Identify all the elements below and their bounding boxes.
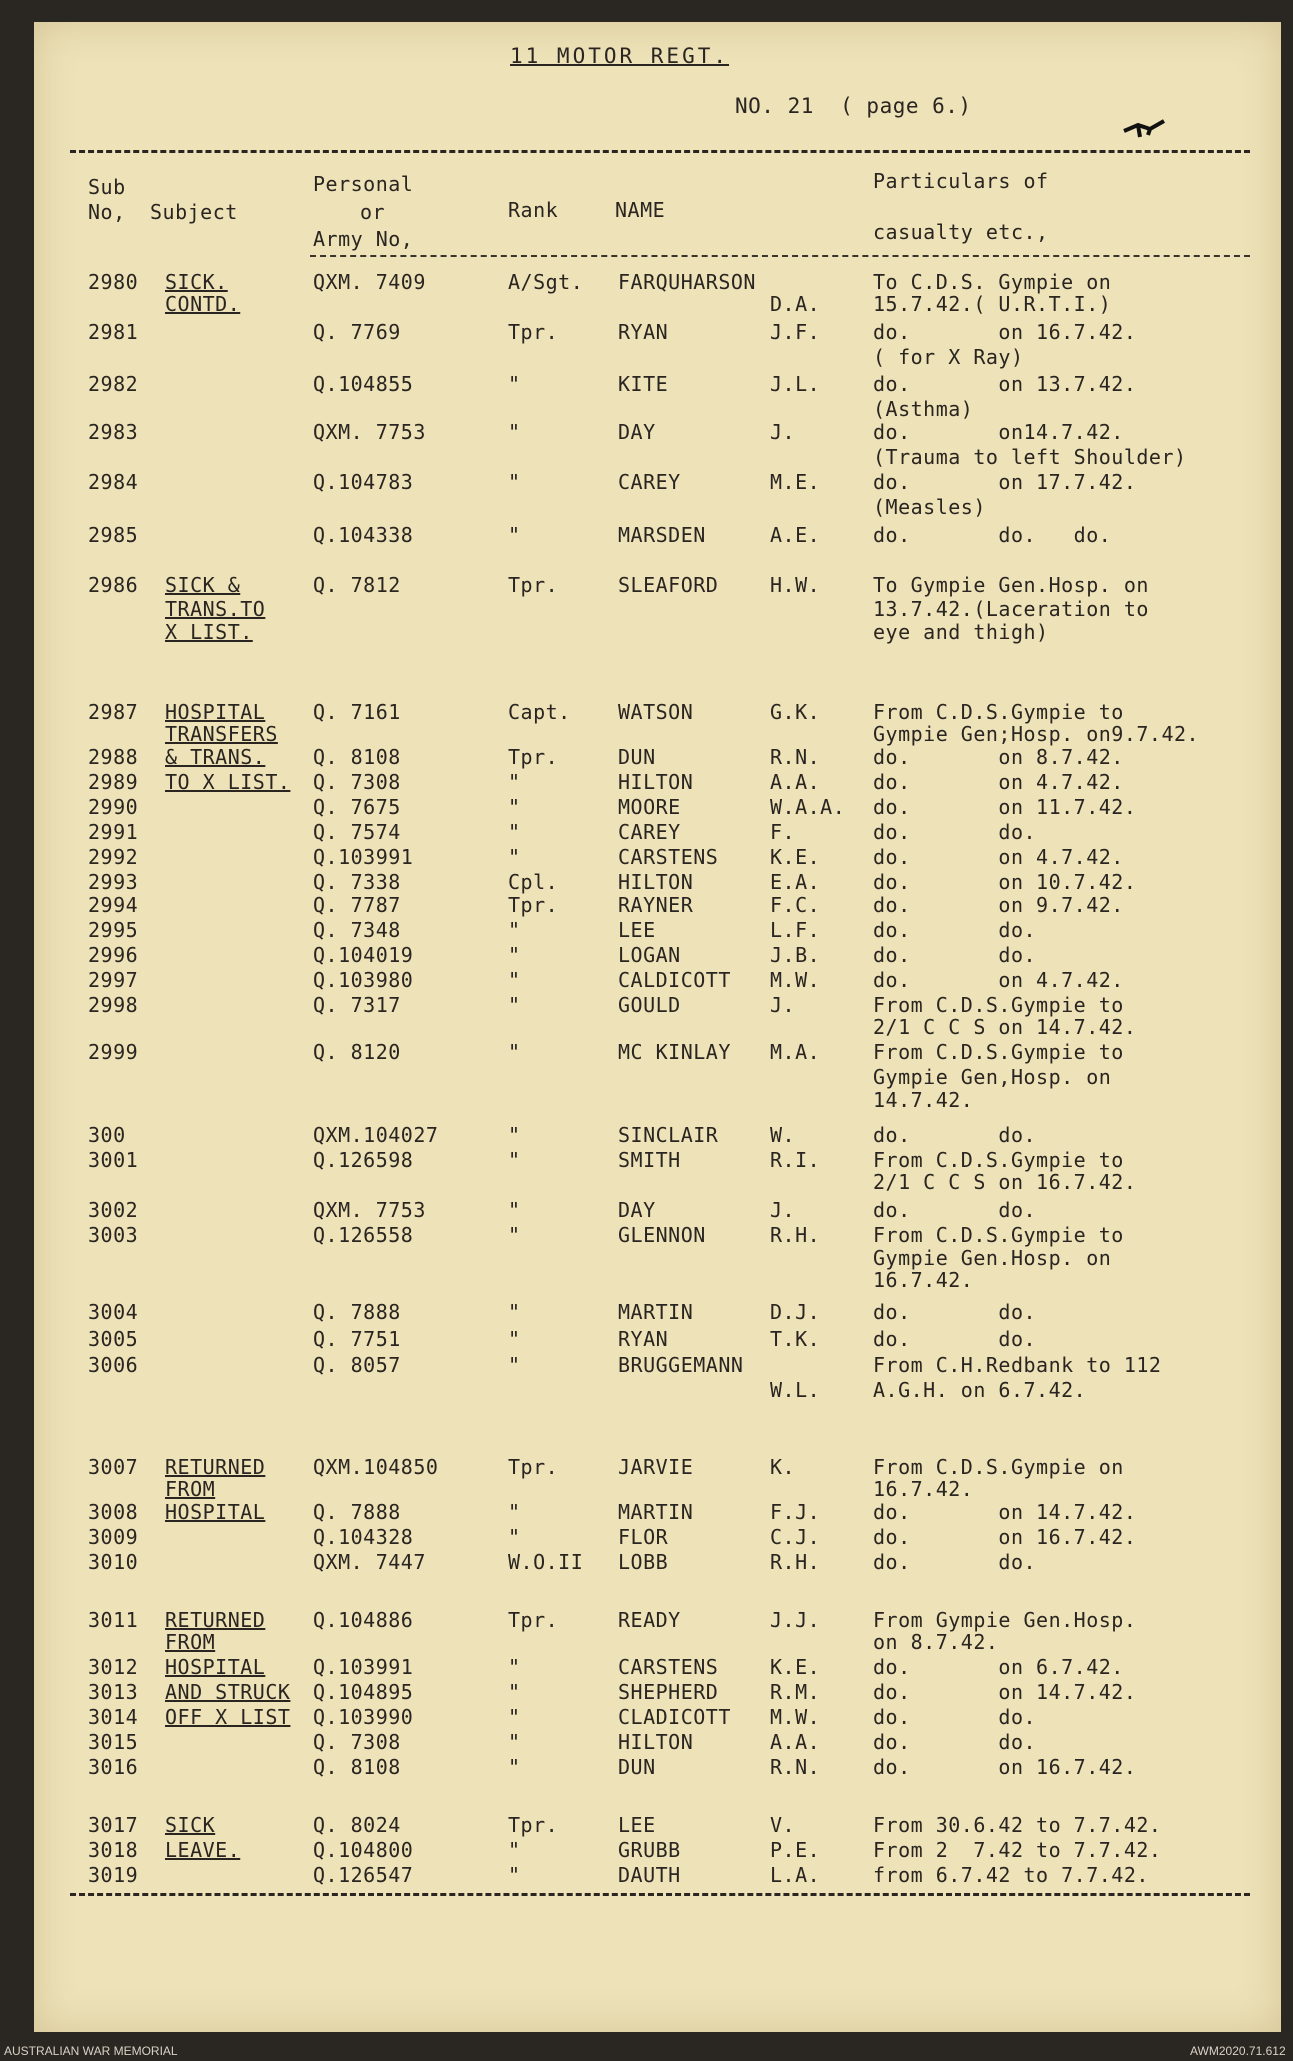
row-part: From Gympie Gen.Hosp.: [873, 1608, 1137, 1632]
ink-mark: [1120, 115, 1170, 141]
row-subject: FROM: [165, 1477, 216, 1501]
row-part: do. do.: [873, 1730, 1037, 1754]
row-no: 2987: [88, 700, 139, 724]
row-init: J.B.: [770, 943, 821, 967]
row-no: 2981: [88, 320, 139, 344]
row-rank: ": [508, 470, 521, 494]
row-surname: SMITH: [618, 1148, 681, 1172]
row-subject: CONTD.: [165, 292, 241, 316]
row-rank: ": [508, 820, 521, 844]
row-rank: ": [508, 1040, 521, 1064]
row-part: From C.D.S.Gympie on: [873, 1455, 1124, 1479]
row-surname: HILTON: [618, 770, 694, 794]
row-rank: W.O.II: [508, 1550, 584, 1574]
row-surname: CARSTENS: [618, 1655, 719, 1679]
row-no: 3006: [88, 1353, 139, 1377]
row-part: (Trauma to left Shoulder): [873, 445, 1187, 469]
row-surname: MARTIN: [618, 1500, 694, 1524]
row-num: Q. 7574: [313, 820, 401, 844]
row-surname: DUN: [618, 1755, 656, 1779]
row-no: 3009: [88, 1525, 139, 1549]
row-part: From C.D.S.Gympie to: [873, 1223, 1124, 1247]
row-init: A.A.: [770, 1730, 821, 1754]
row-part: do. on 16.7.42.: [873, 1755, 1137, 1779]
row-num: Q.104895: [313, 1680, 414, 1704]
row-part: do. do.: [873, 1327, 1037, 1351]
row-init: R.M.: [770, 1680, 821, 1704]
row-num: Q. 7308: [313, 770, 401, 794]
row-surname: MARTIN: [618, 1300, 694, 1324]
row-no: 2984: [88, 470, 139, 494]
row-part: do. do.: [873, 1300, 1037, 1324]
row-init: F.: [770, 820, 796, 844]
row-rank: ": [508, 1353, 521, 1377]
row-surname: LEE: [618, 918, 656, 942]
row-rank: ": [508, 1838, 521, 1862]
row-no: 2993: [88, 870, 139, 894]
row-surname: HILTON: [618, 1730, 694, 1754]
row-init: P.E.: [770, 1838, 821, 1862]
row-surname: CAREY: [618, 820, 681, 844]
row-init: M.W.: [770, 968, 821, 992]
row-part: From C.D.S.Gympie to: [873, 700, 1124, 724]
row-part: do. on 11.7.42.: [873, 795, 1137, 819]
row-part: Gympie Gen.Hosp. on: [873, 1246, 1112, 1270]
row-rank: ": [508, 372, 521, 396]
row-init: K.E.: [770, 845, 821, 869]
row-init: L.A.: [770, 1863, 821, 1887]
row-part: on 8.7.42.: [873, 1630, 999, 1654]
row-init: A.E.: [770, 523, 821, 547]
row-rank: Tpr.: [508, 320, 559, 344]
row-rank: ": [508, 993, 521, 1017]
row-surname: LOGAN: [618, 943, 681, 967]
row-no: 3015: [88, 1730, 139, 1754]
row-num: Q.126547: [313, 1863, 414, 1887]
row-init: W.A.A.: [770, 795, 846, 819]
row-part: (Measles): [873, 495, 986, 519]
col-no-heading: No,: [88, 200, 126, 224]
row-subject: LEAVE.: [165, 1838, 241, 1862]
row-part: 14.7.42.: [873, 1088, 974, 1112]
row-num: Q. 7769: [313, 320, 401, 344]
row-rank: ": [508, 1705, 521, 1729]
row-init: T.K.: [770, 1327, 821, 1351]
row-init: L.F.: [770, 918, 821, 942]
row-subject: FROM: [165, 1630, 216, 1654]
row-no: 3012: [88, 1655, 139, 1679]
row-part: do. on14.7.42.: [873, 420, 1124, 444]
row-part: do. on 14.7.42.: [873, 1500, 1137, 1524]
row-rank: ": [508, 845, 521, 869]
row-num: QXM.104027: [313, 1123, 439, 1147]
row-part: do. on 9.7.42.: [873, 893, 1124, 917]
row-no: 2980: [88, 270, 139, 294]
row-no: 3004: [88, 1300, 139, 1324]
row-no: 3008: [88, 1500, 139, 1524]
row-rank: ": [508, 1680, 521, 1704]
row-surname: DAUTH: [618, 1863, 681, 1887]
row-surname: JARVIE: [618, 1455, 694, 1479]
col-subject-heading: Subject: [150, 200, 238, 224]
row-num: Q.104886: [313, 1608, 414, 1632]
row-part: 13.7.42.(Laceration to: [873, 597, 1149, 621]
row-no: 3011: [88, 1608, 139, 1632]
row-surname: WATSON: [618, 700, 694, 724]
header-rule: [70, 150, 1250, 153]
row-init: J.F.: [770, 320, 821, 344]
col-rank-heading: Rank: [508, 198, 559, 222]
row-subject: TRANS.TO: [165, 597, 266, 621]
row-surname: GOULD: [618, 993, 681, 1017]
row-no: 3016: [88, 1755, 139, 1779]
row-part: do. on 10.7.42.: [873, 870, 1137, 894]
row-rank: ": [508, 1730, 521, 1754]
footer-accession: AWM2020.71.612: [1190, 2044, 1286, 2058]
row-num: Q.126598: [313, 1148, 414, 1172]
row-init: R.N.: [770, 745, 821, 769]
col-personal-heading: Personal: [313, 172, 414, 196]
row-no: 2986: [88, 573, 139, 597]
row-no: 2985: [88, 523, 139, 547]
row-part: do. on 4.7.42.: [873, 845, 1124, 869]
row-no: 2995: [88, 918, 139, 942]
row-subject: RETURNED: [165, 1608, 266, 1632]
row-part: eye and thigh): [873, 620, 1049, 644]
row-part: from 6.7.42 to 7.7.42.: [873, 1863, 1149, 1887]
col-casualty-heading: casualty etc.,: [873, 220, 1049, 244]
row-surname: DAY: [618, 420, 656, 444]
row-part: From C.D.S.Gympie to: [873, 1040, 1124, 1064]
row-rank: A/Sgt.: [508, 270, 584, 294]
col-armyno-heading: Army No,: [313, 227, 414, 251]
row-num: Q.103980: [313, 968, 414, 992]
row-num: Q. 7812: [313, 573, 401, 597]
row-subject: AND STRUCK: [165, 1680, 291, 1704]
row-no: 2996: [88, 943, 139, 967]
row-part: Gympie Gen;Hosp. on9.7.42.: [873, 722, 1200, 746]
row-part: To Gympie Gen.Hosp. on: [873, 573, 1149, 597]
row-part: 2/1 C C S on 16.7.42.: [873, 1170, 1137, 1194]
row-init: D.J.: [770, 1300, 821, 1324]
row-rank: ": [508, 770, 521, 794]
row-surname: MARSDEN: [618, 523, 706, 547]
row-init: M.E.: [770, 470, 821, 494]
row-init: J.: [770, 420, 796, 444]
row-num: QXM. 7447: [313, 1550, 426, 1574]
row-no: 3014: [88, 1705, 139, 1729]
row-subject: SICK &: [165, 573, 241, 597]
row-part: do. on 16.7.42.: [873, 320, 1137, 344]
row-num: QXM. 7409: [313, 270, 426, 294]
row-surname: GRUBB: [618, 1838, 681, 1862]
row-subject: TO X LIST.: [165, 770, 291, 794]
row-part: do. do. do.: [873, 523, 1112, 547]
row-init: H.W.: [770, 573, 821, 597]
row-init: J.L.: [770, 372, 821, 396]
row-num: Q. 8108: [313, 1755, 401, 1779]
row-num: Q.104855: [313, 372, 414, 396]
row-subject: & TRANS.: [165, 745, 266, 769]
row-surname: CALDICOTT: [618, 968, 731, 992]
row-subject: HOSPITAL: [165, 1655, 266, 1679]
row-num: Q. 8120: [313, 1040, 401, 1064]
row-num: Q.103991: [313, 1655, 414, 1679]
row-part: ( for X Ray): [873, 345, 1024, 369]
row-rank: ": [508, 1300, 521, 1324]
row-rank: Tpr.: [508, 745, 559, 769]
row-part: (Asthma): [873, 397, 974, 421]
row-rank: ": [508, 795, 521, 819]
row-surname: RYAN: [618, 320, 669, 344]
row-rank: Tpr.: [508, 1455, 559, 1479]
row-rank: ": [508, 1198, 521, 1222]
row-num: Q. 7161: [313, 700, 401, 724]
row-no: 3010: [88, 1550, 139, 1574]
row-surname: CARSTENS: [618, 845, 719, 869]
row-part: do. on 8.7.42.: [873, 745, 1124, 769]
row-surname: FLOR: [618, 1525, 669, 1549]
row-init: E.A.: [770, 870, 821, 894]
row-rank: ": [508, 1863, 521, 1887]
col-particulars-heading: Particulars of: [873, 169, 1049, 193]
row-surname: SHEPHERD: [618, 1680, 719, 1704]
row-part: From C.D.S.Gympie to: [873, 993, 1124, 1017]
row-init: M.A.: [770, 1040, 821, 1064]
row-part: From C.H.Redbank to 112: [873, 1353, 1162, 1377]
column-header-rule: [310, 255, 1250, 257]
row-rank: ": [508, 1755, 521, 1779]
row-subject: X LIST.: [165, 620, 253, 644]
row-part: 15.7.42.( U.R.T.I.): [873, 292, 1112, 316]
row-no: 2991: [88, 820, 139, 844]
row-part: A.G.H. on 6.7.42.: [873, 1378, 1087, 1402]
row-num: Q. 7751: [313, 1327, 401, 1351]
row-rank: Capt.: [508, 700, 571, 724]
row-num: QXM.104850: [313, 1455, 439, 1479]
row-init: M.W.: [770, 1705, 821, 1729]
row-num: Q. 8024: [313, 1813, 401, 1837]
row-rank: ": [508, 1525, 521, 1549]
row-num: Q.104019: [313, 943, 414, 967]
row-rank: ": [508, 1327, 521, 1351]
row-part: do. on 4.7.42.: [873, 770, 1124, 794]
row-part: do. do.: [873, 1705, 1037, 1729]
row-surname: DUN: [618, 745, 656, 769]
document-title: 11 MOTOR REGT.: [510, 44, 730, 68]
row-num: Q. 7888: [313, 1300, 401, 1324]
row-num: Q. 7308: [313, 1730, 401, 1754]
row-no: 3018: [88, 1838, 139, 1862]
row-surname: DAY: [618, 1198, 656, 1222]
row-num: Q.103991: [313, 845, 414, 869]
row-num: Q. 7675: [313, 795, 401, 819]
row-no: 3002: [88, 1198, 139, 1222]
row-surname: CLADICOTT: [618, 1705, 731, 1729]
row-rank: ": [508, 1148, 521, 1172]
row-subject: OFF X LIST: [165, 1705, 291, 1729]
row-surname: BRUGGEMANN: [618, 1353, 744, 1377]
row-rank: ": [508, 420, 521, 444]
row-init: J.: [770, 1198, 796, 1222]
row-rank: Tpr.: [508, 573, 559, 597]
row-subject: HOSPITAL: [165, 700, 266, 724]
row-subject: RETURNED: [165, 1455, 266, 1479]
row-init: R.I.: [770, 1148, 821, 1172]
row-surname: RAYNER: [618, 893, 694, 917]
row-part: From 30.6.42 to 7.7.42.: [873, 1813, 1162, 1837]
row-part: do. do.: [873, 820, 1037, 844]
row-init: J.: [770, 993, 796, 1017]
bottom-rule: [70, 1893, 1250, 1896]
row-init: F.J.: [770, 1500, 821, 1524]
row-rank: Tpr.: [508, 1813, 559, 1837]
row-part: do. on 4.7.42.: [873, 968, 1124, 992]
row-rank: Cpl.: [508, 870, 559, 894]
row-no: 3003: [88, 1223, 139, 1247]
row-num: Q. 8057: [313, 1353, 401, 1377]
col-sub-heading: Sub: [88, 175, 126, 199]
row-num: Q. 7348: [313, 918, 401, 942]
row-no: 2999: [88, 1040, 139, 1064]
row-part: From 2 7.42 to 7.7.42.: [873, 1838, 1162, 1862]
row-subject: HOSPITAL: [165, 1500, 266, 1524]
row-no: 2988: [88, 745, 139, 769]
row-surname: GLENNON: [618, 1223, 706, 1247]
row-surname: FARQUHARSON: [618, 270, 756, 294]
row-part: 16.7.42.: [873, 1477, 974, 1501]
row-surname: CAREY: [618, 470, 681, 494]
row-num: Q.104338: [313, 523, 414, 547]
row-part: do. on 6.7.42.: [873, 1655, 1124, 1679]
row-num: QXM. 7753: [313, 1198, 426, 1222]
row-no: 2994: [88, 893, 139, 917]
row-part: do. do.: [873, 918, 1037, 942]
row-surname: KITE: [618, 372, 669, 396]
row-rank: ": [508, 1223, 521, 1247]
row-rank: ": [508, 943, 521, 967]
row-rank: Tpr.: [508, 1608, 559, 1632]
row-init: A.A.: [770, 770, 821, 794]
row-init: W.L.: [770, 1378, 821, 1402]
row-rank: ": [508, 1123, 521, 1147]
row-no: 2998: [88, 993, 139, 1017]
row-rank: Tpr.: [508, 893, 559, 917]
row-init: W.: [770, 1123, 796, 1147]
row-num: Q.104783: [313, 470, 414, 494]
row-subject: SICK.: [165, 270, 228, 294]
row-part: To C.D.S. Gympie on: [873, 270, 1112, 294]
row-num: Q. 7787: [313, 893, 401, 917]
row-init: R.N.: [770, 1755, 821, 1779]
row-init: J.J.: [770, 1608, 821, 1632]
row-num: Q.126558: [313, 1223, 414, 1247]
footer-bar: [0, 2040, 1293, 2061]
row-num: Q. 7317: [313, 993, 401, 1017]
row-rank: ": [508, 918, 521, 942]
row-part: do. on 13.7.42.: [873, 372, 1137, 396]
row-subject: TRANSFERS: [165, 722, 278, 746]
row-part: From C.D.S.Gympie to: [873, 1148, 1124, 1172]
row-num: Q.103990: [313, 1705, 414, 1729]
row-no: 3001: [88, 1148, 139, 1172]
row-num: QXM. 7753: [313, 420, 426, 444]
row-no: 300: [88, 1123, 126, 1147]
row-subject: SICK: [165, 1813, 216, 1837]
row-part: do. do.: [873, 1550, 1037, 1574]
row-surname: HILTON: [618, 870, 694, 894]
row-surname: READY: [618, 1608, 681, 1632]
row-surname: LEE: [618, 1813, 656, 1837]
row-no: 2997: [88, 968, 139, 992]
row-rank: ": [508, 968, 521, 992]
row-num: Q.104800: [313, 1838, 414, 1862]
row-surname: SINCLAIR: [618, 1123, 719, 1147]
row-part: do. do.: [873, 1123, 1037, 1147]
row-init: F.C.: [770, 893, 821, 917]
row-surname: RYAN: [618, 1327, 669, 1351]
row-surname: MOORE: [618, 795, 681, 819]
row-no: 2982: [88, 372, 139, 396]
row-init: K.: [770, 1455, 796, 1479]
row-init: R.H.: [770, 1223, 821, 1247]
row-no: 2990: [88, 795, 139, 819]
col-or-heading: or: [360, 200, 386, 224]
row-no: 2983: [88, 420, 139, 444]
row-no: 2992: [88, 845, 139, 869]
row-init: R.H.: [770, 1550, 821, 1574]
row-rank: ": [508, 523, 521, 547]
row-no: 3013: [88, 1680, 139, 1704]
row-part: 2/1 C C S on 14.7.42.: [873, 1015, 1137, 1039]
row-part: do. on 17.7.42.: [873, 470, 1137, 494]
row-part: do. do.: [873, 943, 1037, 967]
row-no: 3019: [88, 1863, 139, 1887]
row-num: Q. 8108: [313, 745, 401, 769]
row-part: 16.7.42.: [873, 1268, 974, 1292]
row-num: Q. 7888: [313, 1500, 401, 1524]
row-surname: SLEAFORD: [618, 573, 719, 597]
row-part: Gympie Gen,Hosp. on: [873, 1065, 1112, 1089]
row-init: K.E.: [770, 1655, 821, 1679]
col-name-heading: NAME: [615, 198, 666, 222]
row-no: 2989: [88, 770, 139, 794]
row-init: G.K.: [770, 700, 821, 724]
row-num: Q. 7338: [313, 870, 401, 894]
row-surname: MC KINLAY: [618, 1040, 731, 1064]
page-reference: NO. 21 ( page 6.): [735, 94, 972, 118]
row-part: do. on 16.7.42.: [873, 1525, 1137, 1549]
row-rank: ": [508, 1655, 521, 1679]
row-num: Q.104328: [313, 1525, 414, 1549]
row-part: do. do.: [873, 1198, 1037, 1222]
row-part: do. on 14.7.42.: [873, 1680, 1137, 1704]
row-no: 3005: [88, 1327, 139, 1351]
row-no: 3017: [88, 1813, 139, 1837]
row-init: D.A.: [770, 292, 821, 316]
footer-credit: AUSTRALIAN WAR MEMORIAL: [4, 2044, 178, 2058]
row-init: V.: [770, 1813, 796, 1837]
row-rank: ": [508, 1500, 521, 1524]
row-init: C.J.: [770, 1525, 821, 1549]
row-surname: LOBB: [618, 1550, 669, 1574]
row-no: 3007: [88, 1455, 139, 1479]
